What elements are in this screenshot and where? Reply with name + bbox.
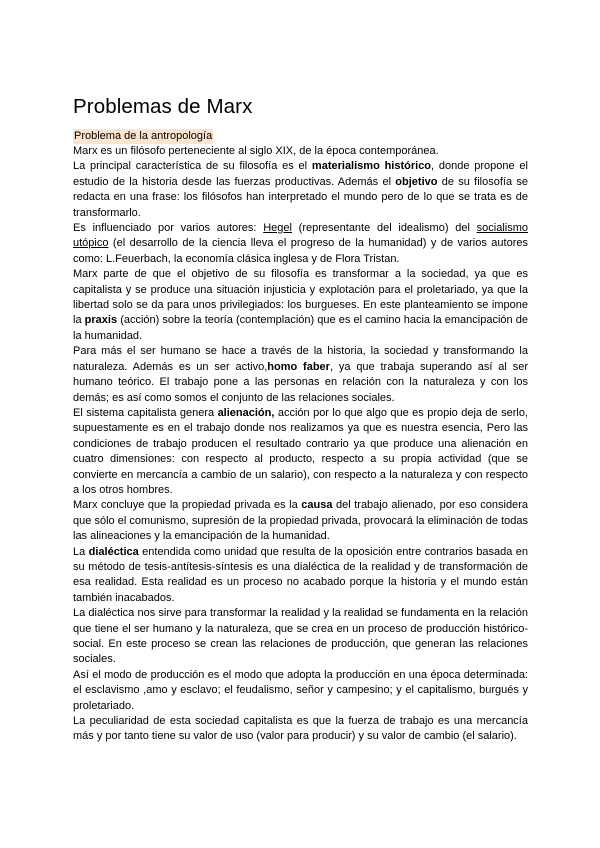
document-body [73, 95, 528, 745]
section-subtitle: Problema de la antropología [74, 130, 213, 142]
paragraph [73, 344, 528, 406]
text-run: El sistema capitalista genera [73, 406, 218, 419]
text-run: , donde propone el estudio de la historia desde las fuerzas productivas. Además el [73, 160, 528, 188]
text-run: La principal característica de su filosofía es el [73, 160, 312, 173]
paragraph [73, 267, 528, 344]
text-run: (representante del idealismo) del [291, 222, 477, 235]
paragraph-list [73, 144, 528, 745]
bold-term: causa [301, 499, 333, 512]
text-run: acción por lo que algo que es propio deja de serlo, supuestamente es en el trabajo donde nos realizamos ya que es nuestra esencia, Pero las condiciones de trabajo producen el resultado contrario ya que produce una alienación en cuatro dimensiones: con respecto al producto, respecto a su propia actividad (que se convierte en mercancía a cambio de un salario), con respecto a la naturaleza y con respecto a los otros hombres. [73, 406, 528, 496]
paragraph [73, 545, 528, 607]
paragraph [73, 406, 528, 498]
text-run: (acción) sobre la teoría (contemplación) que es el camino hacia la emancipación de la humanidad. [73, 314, 528, 342]
paragraph [73, 714, 528, 745]
bold-term: dialéctica [88, 545, 139, 558]
subtitle-line [73, 126, 528, 144]
text-run: , ya que trabaja superando así al ser humano teórico. El trabajo pone a las personas en relación con la naturaleza y con los demás; es así como somos el conjunto de las relaciones sociales. [73, 360, 528, 404]
bold-term: objetivo [395, 175, 438, 188]
page-title: Problemas de Marx [73, 95, 253, 118]
paragraph [73, 144, 528, 159]
text-run: Para más el ser humano se hace a través de la historia, la sociedad y transformando la naturaleza. Además es un ser activo, [73, 345, 528, 373]
text-run: entendida como unidad que resulta de la oposición entre contrarios basada en su método de tesis-antítesis-síntesis es una dialéctica de la realidad y de transformación de esa realidad. Esta realidad es un proceso no acabado porque la historia y el mundo están también inacabados. [73, 545, 528, 604]
bold-term: praxis [84, 314, 118, 327]
text-run: Marx es un filósofo perteneciente al siglo XIX, de la época contemporánea. [73, 145, 439, 157]
text-run: Marx parte de que el objetivo de su filosofía es transformar a la sociedad, ya que es capitalista y se produce una situación injusticia y explotación para el proletariado, ya que la libertad solo se da para unos privilegiados: los burgueses. En este planteamiento se impone la [73, 268, 528, 327]
text-run: La peculiaridad de esta sociedad capitalista es que la fuerza de trabajo es una mercancía más y por tanto tiene su valor de uso (valor para producir) y su valor de cambio (el salario). [73, 715, 528, 743]
text-run: de su filosofía se redacta en una frase: los filósofos han interpretado el mundo pero de lo que se trata es de transformarlo. [73, 175, 528, 219]
text-run: del trabajo alienado, por eso considera que sólo el comunismo, supresión de la propiedad privada, provocará la eliminación de todas las alineaciones y la emancipación de la humanidad. [73, 499, 528, 543]
text-run: Es influenciado por varios autores: [73, 222, 264, 235]
paragraph [73, 668, 528, 714]
bold-term: materialismo histórico [311, 160, 432, 173]
underlined-term: socialismo utópico [73, 222, 528, 250]
text-run: La dialéctica nos sirve para transformar la realidad y la realidad se fundamenta en la relación que tiene el ser humano y la naturaleza, que se crea en un proceso de producción histórico-social. En este proceso se crean las relaciones de producción, que generan las relaciones sociales. [73, 607, 528, 666]
text-run: (el desarrollo de la ciencia lleva el progreso de la humanidad) y de varios autores como: L.Feuerbach, la economía clásica inglesa y de Flora Tristan. [73, 237, 528, 265]
underlined-term: Hegel [263, 222, 292, 235]
paragraph [73, 221, 528, 267]
text-run: Marx concluye que la propiedad privada es la [73, 499, 302, 512]
paragraph [73, 498, 528, 544]
text-run: Así el modo de producción es el modo que adopta la producción en una época determinada: el esclavismo ,amo y esclavo; el feudalismo, señor y campesino; y el capitalismo, burgués y proletariado. [73, 668, 528, 712]
bold-term: alienación, [217, 406, 275, 419]
text-run: La [73, 545, 89, 558]
bold-term: homo faber [267, 360, 330, 373]
paragraph [73, 159, 528, 221]
paragraph [73, 606, 528, 668]
